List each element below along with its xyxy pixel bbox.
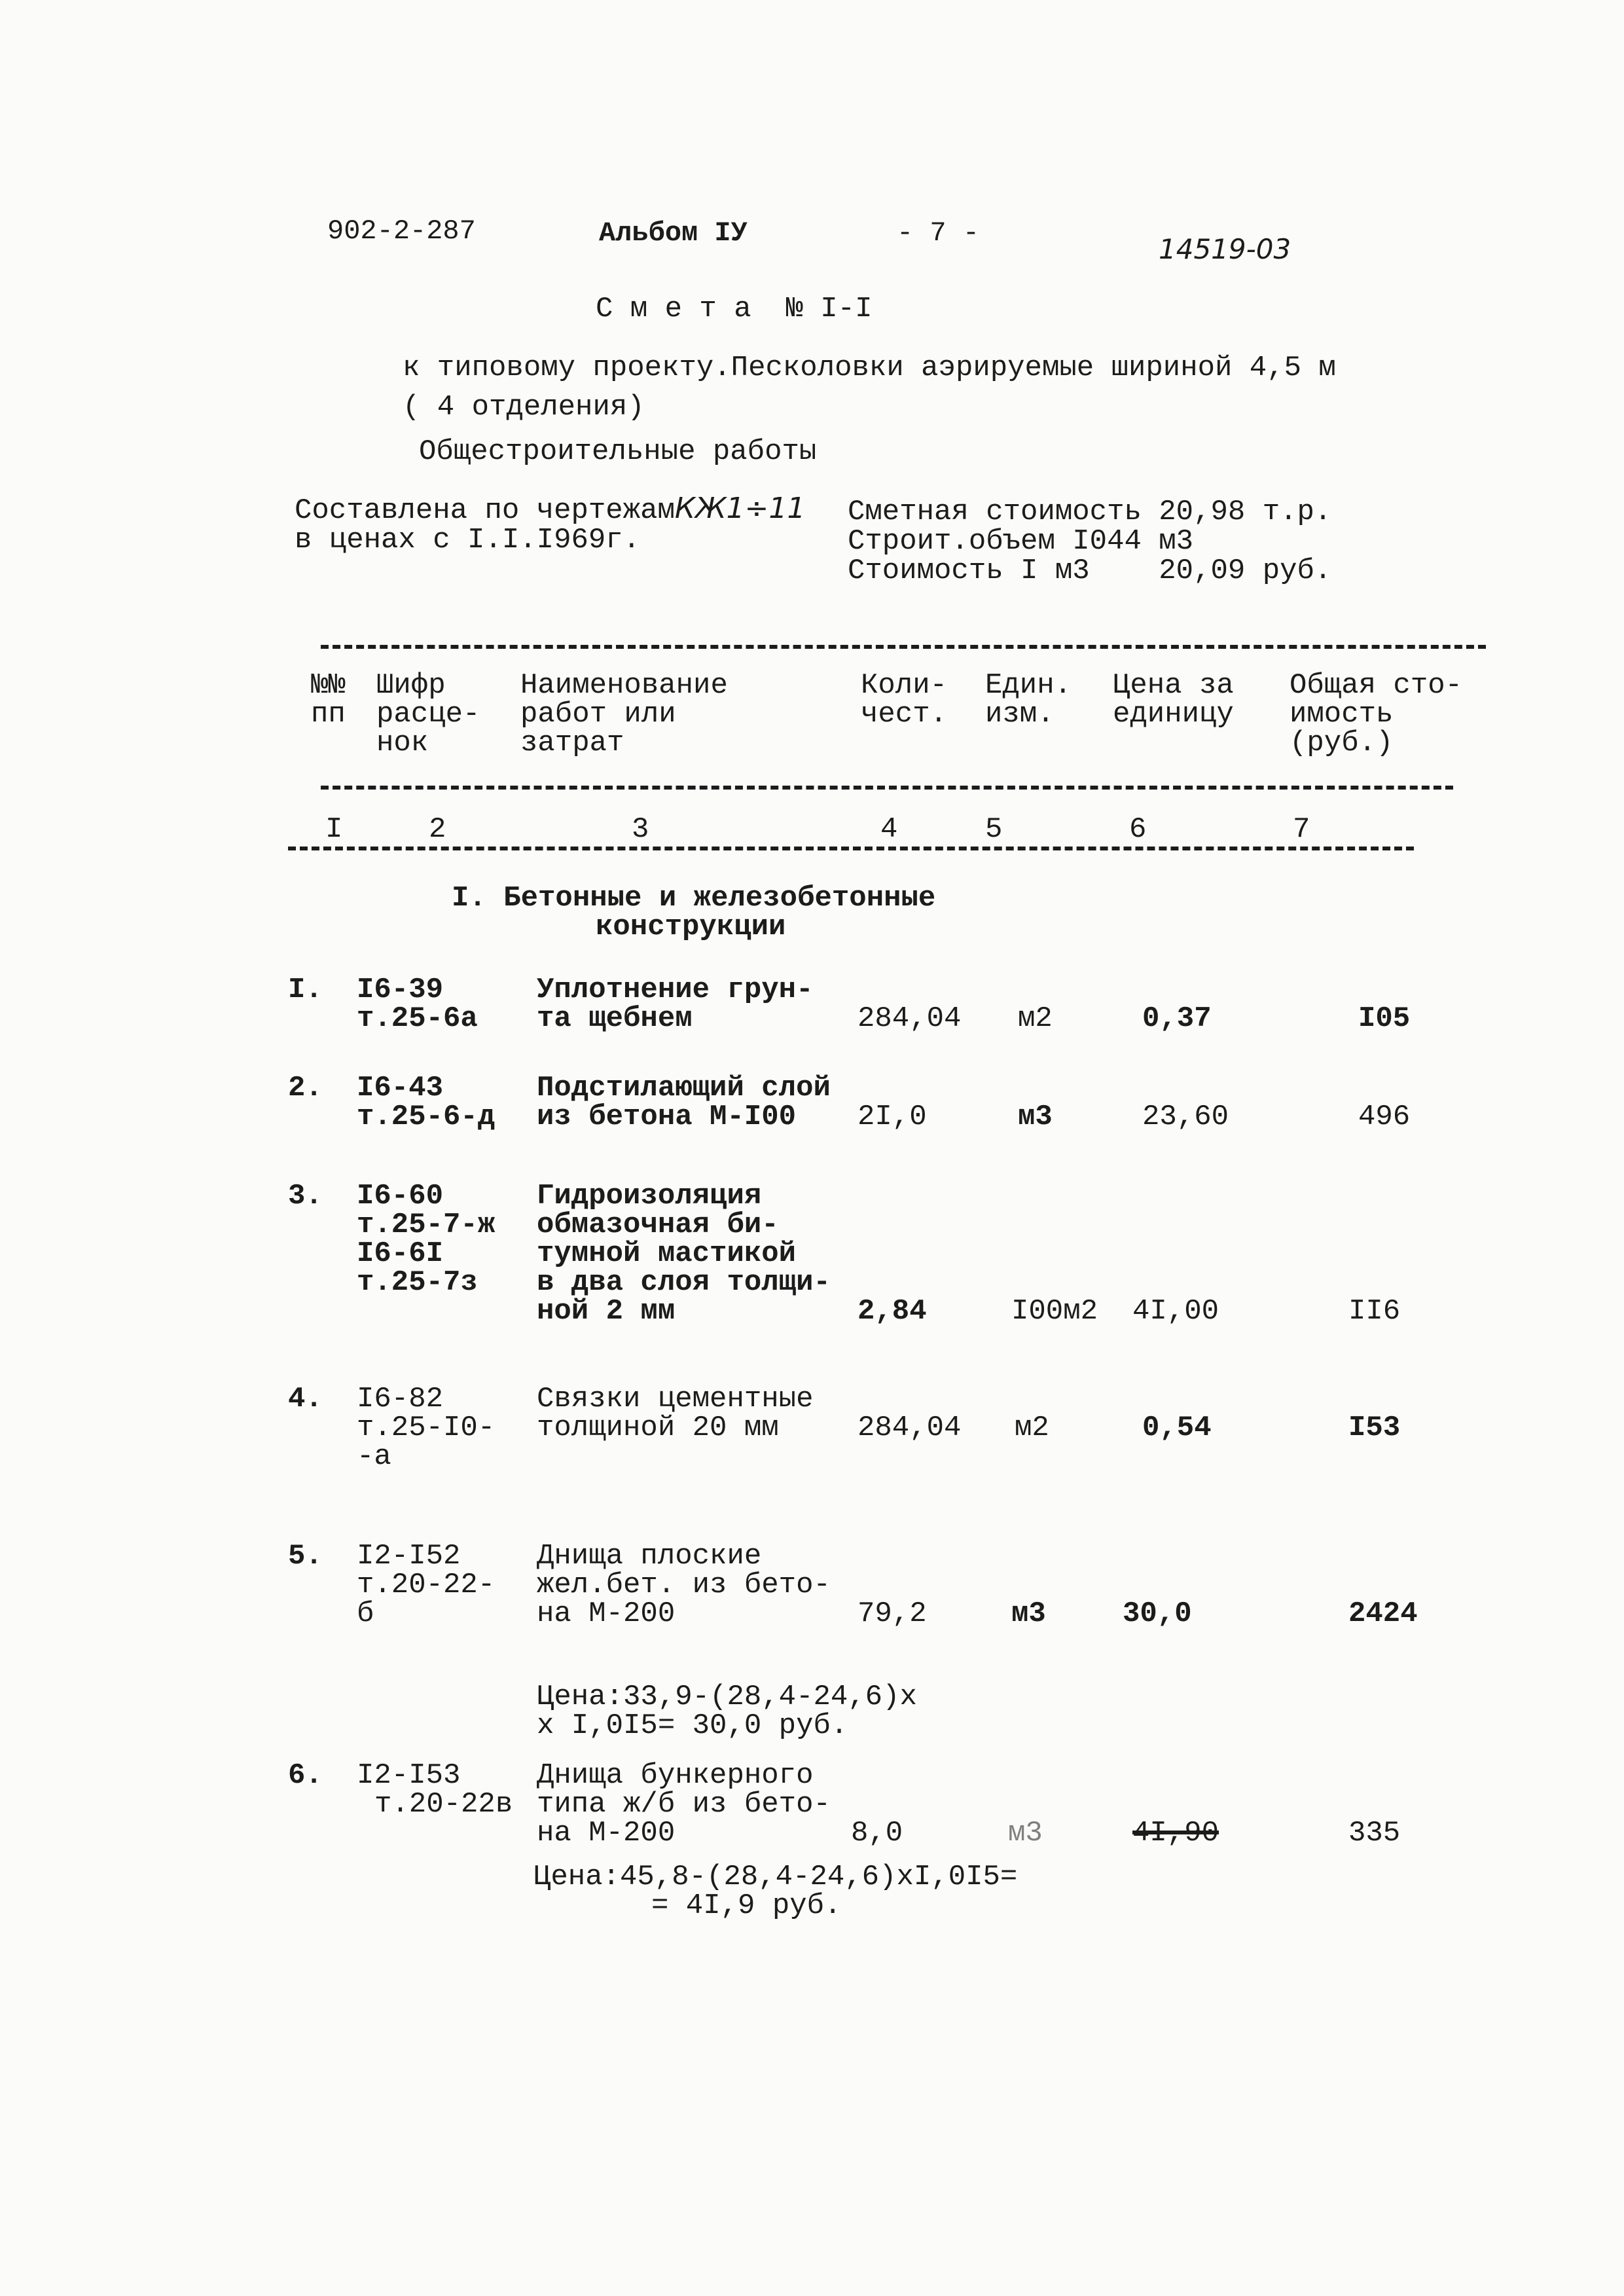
row-price-struck: 4I,90 bbox=[1132, 1817, 1219, 1850]
row-total: 2424 bbox=[1348, 1597, 1418, 1630]
row-qty: 2,84 bbox=[857, 1295, 927, 1328]
price-calculation-note: Цена:45,8-(28,4-24,6)хI,0I5= = 4I,9 руб. bbox=[533, 1861, 1018, 1922]
section-title: I. Бетонные и железобетонные конструкции bbox=[452, 882, 936, 943]
row-qty: 2I,0 bbox=[857, 1101, 927, 1133]
row-name: Днища бункерного типа ж/б из бето- на М-200 bbox=[537, 1759, 831, 1850]
row-number: 2. bbox=[288, 1072, 323, 1104]
column-number: I bbox=[325, 813, 343, 846]
column-number: 3 bbox=[632, 813, 649, 846]
row-code: I6-60 т.25-7-ж I6-6I т.25-7з bbox=[357, 1180, 496, 1299]
column-number: 5 bbox=[985, 813, 1003, 846]
row-number: 5. bbox=[288, 1540, 323, 1573]
column-number: 7 bbox=[1293, 813, 1310, 846]
row-qty: 284,04 bbox=[857, 1412, 962, 1444]
row-name: Днища плоские жел.бет. из бето- на М-200 bbox=[537, 1540, 831, 1630]
row-unit: I00м2 bbox=[1011, 1295, 1098, 1328]
row-price: 0,37 bbox=[1142, 1002, 1212, 1035]
row-code: I2-I52 т.20-22- б bbox=[357, 1540, 496, 1630]
price-calculation-note: Цена:33,9-(28,4-24,6)х х I,0I5= 30,0 руб. bbox=[537, 1681, 917, 1742]
row-price: 4I,00 bbox=[1132, 1295, 1219, 1328]
row-unit: м3 bbox=[1018, 1101, 1053, 1133]
row-name: Подстилающий слой из бетона М-I00 bbox=[537, 1072, 831, 1133]
header-col-name: Наименование работ или затрат bbox=[520, 669, 728, 759]
row-price: 0,54 bbox=[1142, 1412, 1212, 1444]
row-unit: м3 bbox=[1011, 1597, 1046, 1630]
row-qty: 284,04 bbox=[857, 1002, 962, 1035]
row-total: I05 bbox=[1358, 1002, 1411, 1035]
row-qty: 79,2 bbox=[857, 1597, 927, 1630]
column-number: 4 bbox=[880, 813, 898, 846]
row-price: 30,0 bbox=[1123, 1597, 1192, 1630]
row-total: 335 bbox=[1348, 1817, 1401, 1850]
cost-per-m3: Стоимость I м3 20,09 руб. bbox=[848, 555, 1332, 587]
column-number: 6 bbox=[1129, 813, 1147, 846]
row-price: 23,60 bbox=[1142, 1101, 1229, 1133]
archive-number: 14519-03 bbox=[1159, 233, 1291, 265]
row-name: Связки цементные толщиной 20 мм bbox=[537, 1383, 814, 1444]
dashed-rule-top bbox=[321, 645, 1486, 649]
row-total: I53 bbox=[1348, 1412, 1401, 1444]
subtitle-line2: ( 4 отделения) bbox=[403, 391, 645, 424]
drawings-reference: КЖ1÷11 bbox=[674, 492, 806, 525]
header-col-price: Цена за единицу bbox=[1113, 669, 1234, 731]
header-col-total: Общая сто- имость (руб.) bbox=[1290, 669, 1463, 759]
price-basis: в ценах с I.I.I969г. bbox=[295, 524, 641, 556]
building-volume: Строит.объем I044 м3 bbox=[848, 525, 1194, 558]
row-qty: 8,0 bbox=[851, 1817, 903, 1850]
row-unit: м2 bbox=[1015, 1412, 1049, 1444]
row-code: I6-39 т.25-6а bbox=[357, 974, 478, 1035]
album-label: Альбом IУ bbox=[599, 217, 748, 249]
row-number: 6. bbox=[288, 1759, 323, 1792]
row-number: 3. bbox=[288, 1180, 323, 1212]
page-number: - 7 - bbox=[897, 217, 980, 249]
row-unit: м2 bbox=[1018, 1002, 1053, 1035]
header-col-unit: Един. изм. bbox=[985, 669, 1072, 731]
header-col-num: №№ пп bbox=[311, 669, 346, 731]
compiled-from-drawings: Составлена по чертежамКЖ1÷11 bbox=[295, 492, 806, 527]
estimate-cost: Сметная стоимость 20,98 т.р. bbox=[848, 496, 1332, 528]
subtitle-line1: к типовому проекту.Песколовки аэрируемые шириной 4,5 м bbox=[403, 352, 1336, 384]
dashed-rule-middle bbox=[321, 786, 1453, 790]
row-name: Уплотнение грун- та щебнем bbox=[537, 974, 814, 1035]
header-col-code: Шифр расце- нок bbox=[376, 669, 480, 759]
header-col-qty: Коли- чест. bbox=[861, 669, 948, 731]
document-title: С м е т а № I-I bbox=[596, 293, 873, 325]
subtitle-line3: Общестроительные работы bbox=[419, 435, 817, 468]
row-total: 496 bbox=[1358, 1101, 1411, 1133]
row-number: I. bbox=[288, 974, 323, 1006]
row-code: I6-82 т.25-I0- -а bbox=[357, 1383, 496, 1473]
row-unit: м3 bbox=[1008, 1817, 1043, 1850]
row-name: Гидроизоляция обмазочная би- тумной мастикой в два слоя толщи- ной 2 мм bbox=[537, 1180, 831, 1328]
project-code: 902-2-287 bbox=[327, 215, 476, 247]
row-number: 4. bbox=[288, 1383, 323, 1415]
dashed-rule-bottom bbox=[288, 847, 1414, 850]
row-code: I6-43 т.25-6-д bbox=[357, 1072, 496, 1133]
row-total: II6 bbox=[1348, 1295, 1401, 1328]
column-number: 2 bbox=[429, 813, 446, 846]
row-code: I2-I53 т.20-22в bbox=[357, 1759, 513, 1821]
